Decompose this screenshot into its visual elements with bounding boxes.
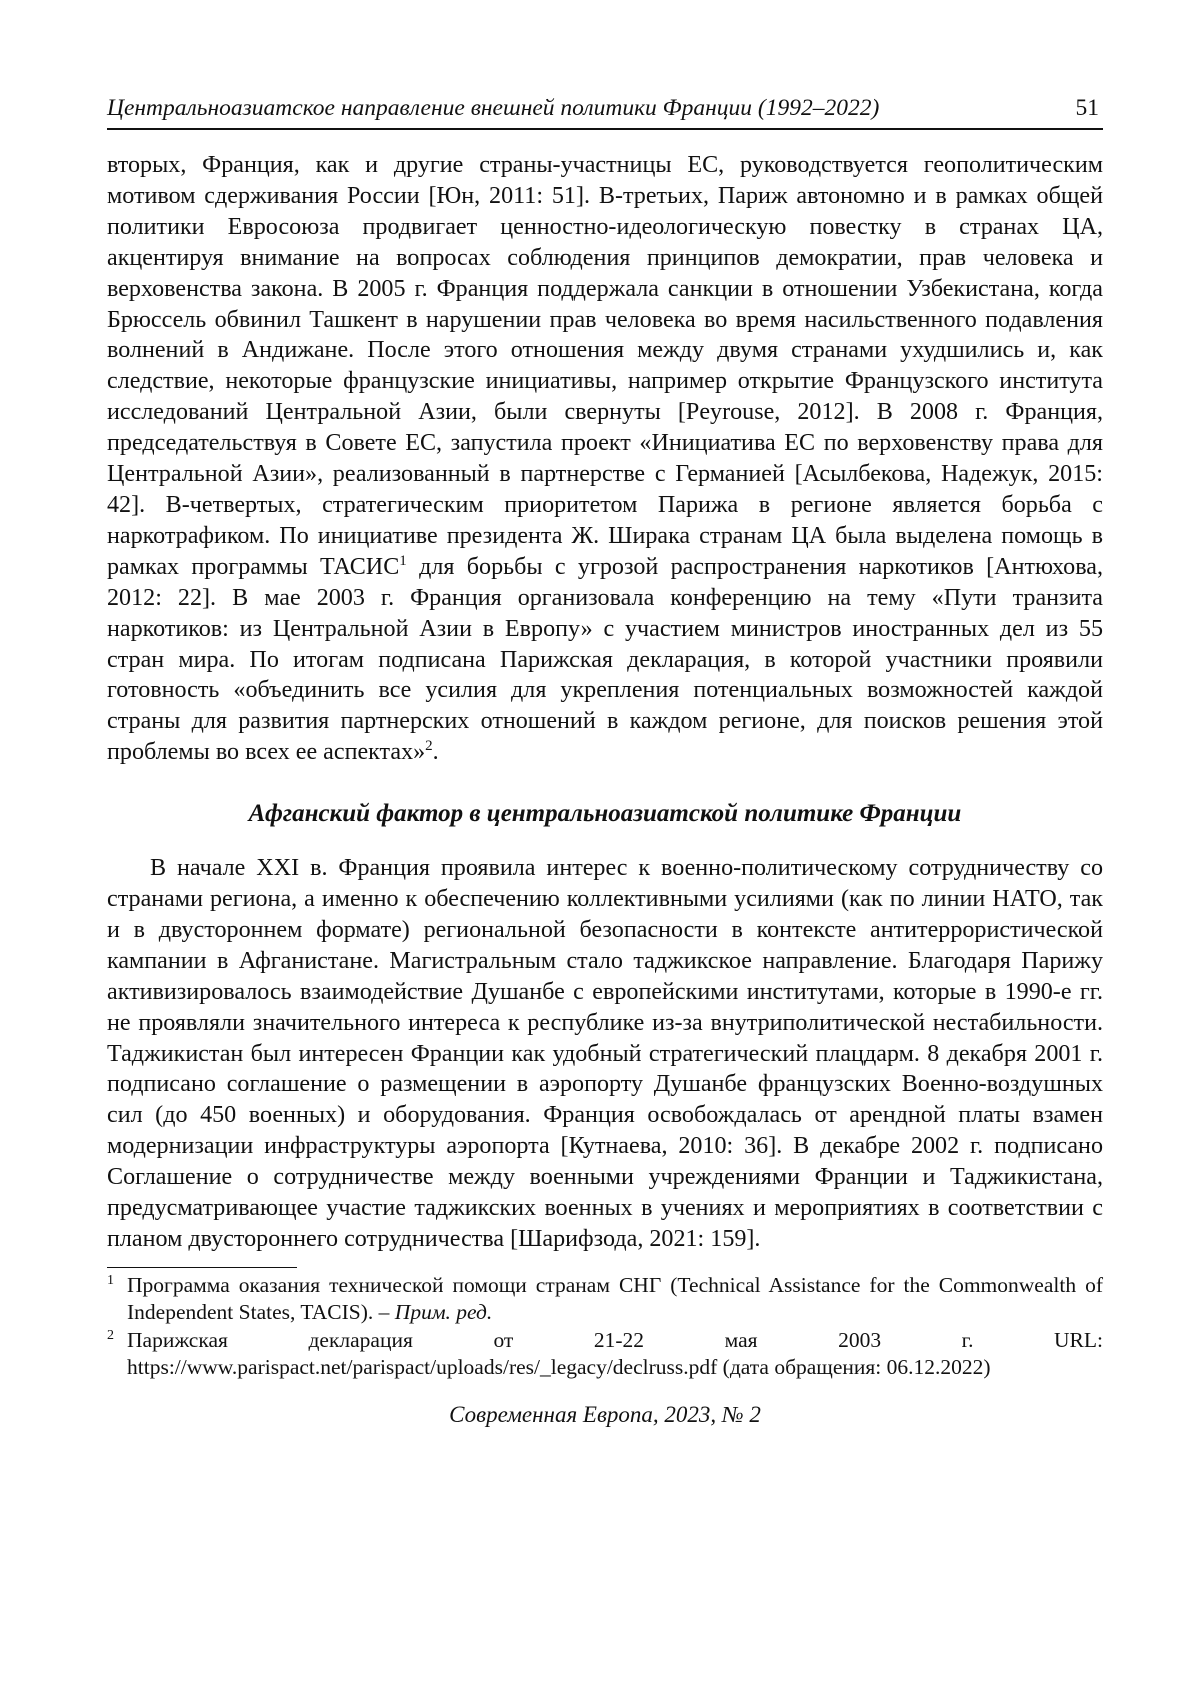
section-heading: Афганский фактор в центральноазиатской политике Франции [248,800,962,828]
footnote-1-text: Программа оказания технической помощи странам СНГ (Technical Assistance for the Commonwealth of Independent States, TACIS). – [127,1272,1103,1325]
paragraph-1-text-b: для борьбы с угрозой распространения наркотиков [Антюхова, 2012: 22]. В мае 2003 г. Франция организовала конференцию на тему «Пути транзита наркотиков: из Центральной Азии в Европу» с участием министров иностранных дел из 55 стран мира. По итогам подписана Парижская декларация, в которой участники проявили готовность «объединить все усилия для укрепления потенциальных возможностей каждой страны для развития партнерских отношений в каждом регионе, для поисков решения этой проблемы во всех ее аспектах» [107,553,1104,766]
footnote-1 [107,1272,1103,1327]
footnote-1-body [127,1272,1103,1327]
footnote-2 [107,1327,1103,1382]
journal-footer: Современная Европа, 2023, № 2 [449,1401,761,1427]
footnote-2-mark: 2 [107,1327,114,1343]
paragraph-1-text-a: вторых, Франция, как и другие страны-участницы ЕС, руководствуется геополитическим мотивом сдерживания России [Юн, 2011: 51]. В-третьих, Париж автономно и в рамках общей политики Евросоюза продвигает ценностно-идеологическую повестку в странах ЦА, акцентируя внимание на вопросах соблюдения принципов демократии, прав человека и верховенства закона. В 2005 г. Франция поддержала санкции в отношении Узбекистана, когда Брюссель обвинил Ташкент в нарушении прав человека во время насильственного подавления волнений в Андижане. После этого отношения между двумя странами ухудшились и, как следствие, некоторые французские инициативы, например открытие Французского института исследований Центральной Азии, были свернуты [Peyrouse, 2012]. В 2008 г. Франция, председательствуя в Совете ЕС, запустила проект «Инициатива ЕС по верховенству права для Центральной Азии», реализованный в партнерстве с Германией [Асылбекова, Надежук, 2015: 42]. В-четвертых, стратегическим приоритетом Парижа в регионе является борьба с наркотрафиком. По инициативе президента Ж. Ширака странам ЦА была выделена помощь в рамках программы ТАСИС [107,152,1103,580]
body-paragraph-1 [107,150,1103,768]
footnote-ref-1: 1 [399,552,407,569]
footnote-2-text: Парижская декларация от 21-22 мая 2003 г. URL: https://www.parispact.net/parispact/uploads/res/_legacy/declruss.pdf (дата обращения: 06.12.2022) [127,1327,1103,1380]
body-paragraph-2: В начале XXI в. Франция проявила интерес к военно-политическому сотрудничеству со странами региона, а именно к обеспечению коллективными усилиями (как по линии НАТО, так и в двустороннем формате) региональной безопасности в контексте антитеррористической кампании в Афганистане. Магистральным стало таджикское направление. Благодаря Парижу активизировалось взаимодействие Душанбе с европейскими институтами, которые в 1990-е гг. не проявляли значительного интереса к республике из-за внутриполитической нестабильности. Таджикистан был интересен Франции как удобный стратегический плацдарм. 8 декабря 2001 г. подписано соглашение о размещении в аэропорту Душанбе французских Военно-воздушных сил (до 450 военных) и оборудования. Франция освобождалась от арендной платы взамен модернизации инфраструктуры аэропорта [Кутнаева, 2010: 36]. В декабре 2002 г. подписано Соглашение о сотрудничестве между военными учреждениями Франции и Таджикистана, предусматривающее участие таджикских военных в учениях и мероприятиях в соответствии с планом двустороннего сотрудничества [Шарифзода, 2021: 159]. [107,855,1103,1252]
footnote-ref-2: 2 [425,738,433,755]
footnote-1-editor-note: Прим. ред. [394,1300,493,1325]
footnote-separator [107,1267,297,1268]
footnote-1-mark: 1 [107,1272,114,1288]
paragraph-1-text-c: . [432,739,439,766]
running-header-title: Центральноазиатское направление внешней политики Франции (1992–2022) [107,95,880,121]
running-header [107,95,1103,130]
document-page [107,95,1103,1428]
page-number: 51 [1075,95,1099,121]
